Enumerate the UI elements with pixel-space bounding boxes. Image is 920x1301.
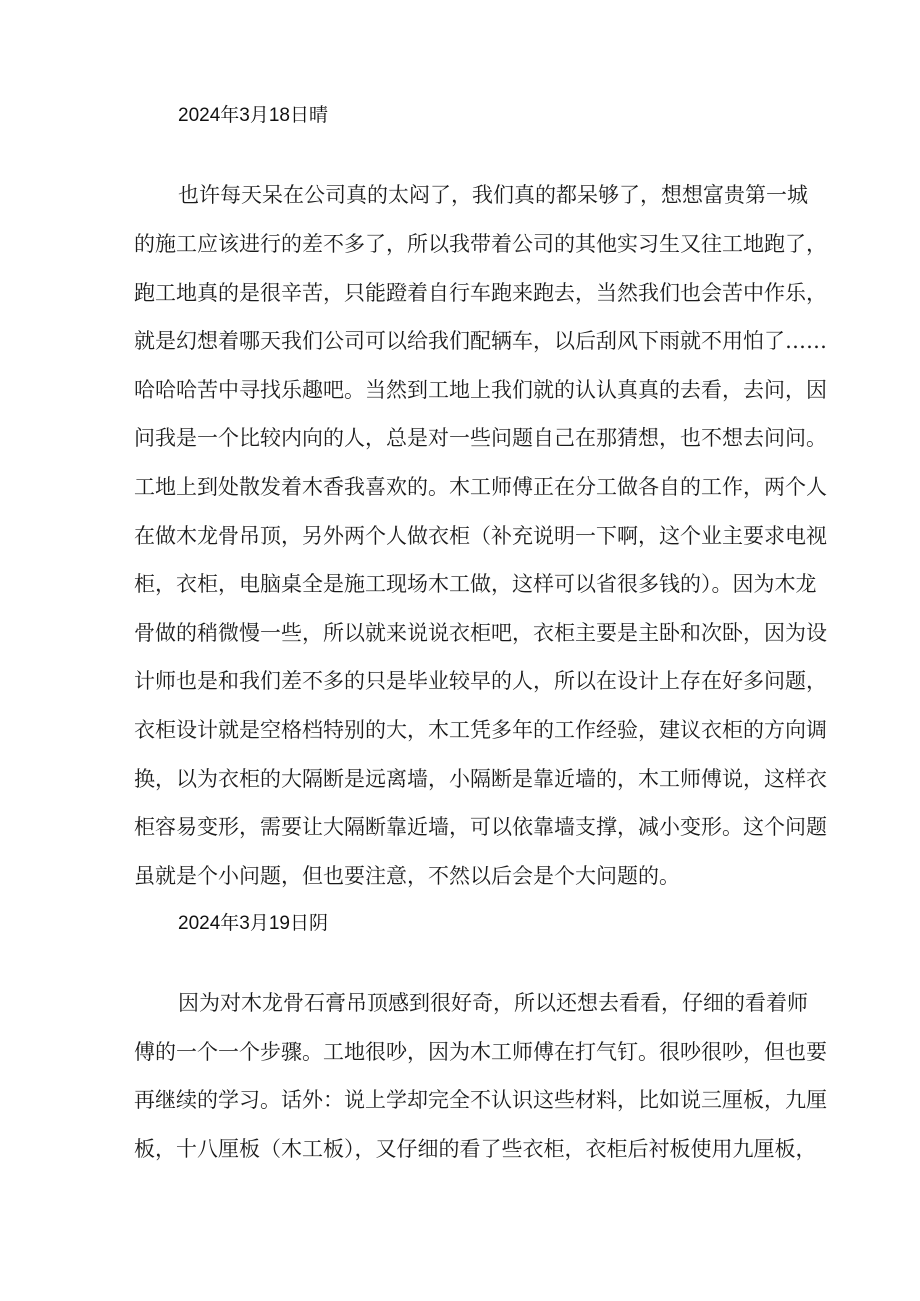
paragraph-line: 就是幻想着哪天我们公司可以给我们配辆车，以后刮风下雨就不用怕了…… (134, 329, 827, 353)
paragraph-line: 骨做的稍微慢一些，所以就来说说衣柜吧，衣柜主要是主卧和次卧，因为设 (134, 621, 827, 645)
paragraph-line: 因为对木龙骨石膏吊顶感到很好奇，所以还想去看看，仔细的看着师 (178, 991, 808, 1015)
entry-date-heading: 2024年3月19日阴 (178, 913, 328, 934)
paragraph-line: 在做木龙骨吊顶，另外两个人做衣柜（补充说明一下啊，这个业主要求电视 (134, 524, 827, 548)
paragraph-line: 的施工应该进行的差不多了，所以我带着公司的其他实习生又往工地跑了， (134, 232, 827, 256)
paragraph-line: 换，以为衣柜的大隔断是远离墙，小隔断是靠近墙的，木工师傅说，这样衣 (134, 767, 827, 791)
entry-date-heading: 2024年3月18日晴 (178, 105, 328, 126)
paragraph-line: 柜容易变形，需要让大隔断靠近墙，可以依靠墙支撑，减小变形。这个问题 (134, 815, 827, 839)
paragraph-line: 傅的一个一个步骤。工地很吵，因为木工师傅在打气钉。很吵很吵，但也要 (134, 1040, 827, 1064)
paragraph-line: 跑工地真的是很辛苦，只能蹬着自行车跑来跑去，当然我们也会苦中作乐， (134, 281, 827, 305)
paragraph-line: 虽就是个小问题，但也要注意，不然以后会是个大问题的。 (134, 864, 680, 888)
paragraph-line: 哈哈哈苦中寻找乐趣吧。当然到工地上我们就的认认真真的去看，去问，因 (134, 378, 827, 402)
paragraph-line: 问我是一个比较内向的人，总是对一些问题自己在那猜想，也不想去问问。 (134, 426, 827, 450)
paragraph-line: 柜，衣柜，电脑桌全是施工现场木工做，这样可以省很多钱的）。因为木龙 (134, 572, 817, 596)
paragraph-line: 板，十八厘板（木工板），又仔细的看了些衣柜，衣柜后衬板使用九厘板， (134, 1137, 817, 1161)
paragraph-line: 工地上到处散发着木香我喜欢的。木工师傅正在分工做各自的工作，两个人 (134, 475, 827, 499)
paragraph-line: 计师也是和我们差不多的只是毕业较早的人，所以在设计上存在好多问题， (134, 669, 827, 693)
paragraph-line: 衣柜设计就是空格档特别的大，木工凭多年的工作经验，建议衣柜的方向调 (134, 718, 827, 742)
paragraph-line: 再继续的学习。话外：说上学却完全不认识这些材料，比如说三厘板，九厘 (134, 1088, 827, 1112)
paragraph-line: 也许每天呆在公司真的太闷了，我们真的都呆够了，想想富贵第一城 (178, 183, 808, 207)
